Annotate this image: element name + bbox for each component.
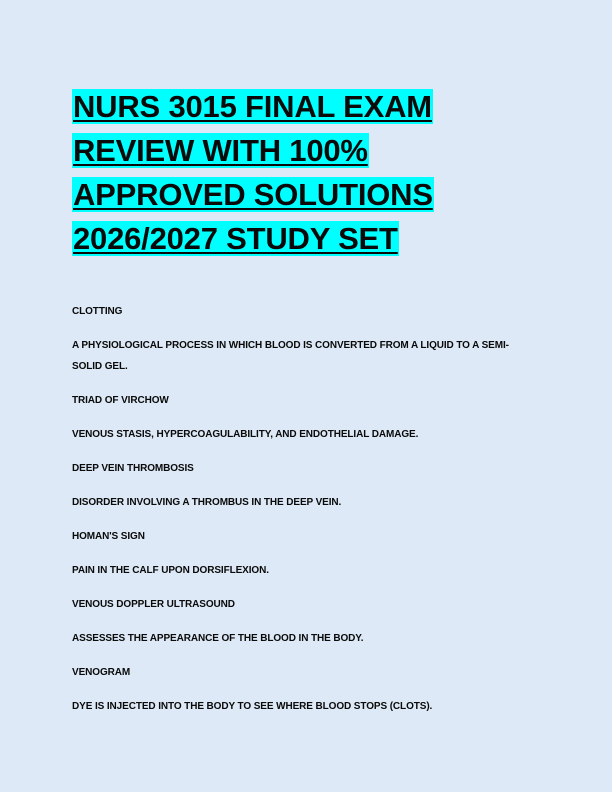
- term-venous-doppler-ultrasound: VENOUS DOPPLER ULTRASOUND: [72, 599, 235, 610]
- definition-homans-sign: PAIN IN THE CALF UPON DORSIFLEXION.: [72, 565, 269, 576]
- term-triad-of-virchow: TRIAD OF VIRCHOW: [72, 395, 169, 406]
- document-title: [72, 85, 492, 261]
- definition-clotting: A PHYSIOLOGICAL PROCESS IN WHICH BLOOD IS CONVERTED FROM A LIQUID TO A SEMI-SOLID GEL.: [72, 340, 509, 372]
- term-deep-vein-thrombosis: DEEP VEIN THROMBOSIS: [72, 463, 194, 474]
- definition-venogram: DYE IS INJECTED INTO THE BODY TO SEE WHERE BLOOD STOPS (CLOTS).: [72, 701, 433, 712]
- term-clotting: CLOTTING: [72, 306, 123, 317]
- term-homans-sign: HOMAN'S SIGN: [72, 531, 145, 542]
- definition-venous-doppler-ultrasound: ASSESSES THE APPEARANCE OF THE BLOOD IN THE BODY.: [72, 633, 364, 644]
- study-entries: [72, 301, 540, 717]
- definition-deep-vein-thrombosis: DISORDER INVOLVING A THROMBUS IN THE DEEP VEIN.: [72, 497, 342, 508]
- term-venogram: VENOGRAM: [72, 667, 131, 678]
- document-title-text: NURS 3015 FINAL EXAM REVIEW WITH 100% APPROVED SOLUTIONS 2026/2027 STUDY SET: [73, 89, 433, 256]
- definition-triad-of-virchow: VENOUS STASIS, HYPERCOAGULABILITY, AND ENDOTHELIAL DAMAGE.: [72, 429, 419, 440]
